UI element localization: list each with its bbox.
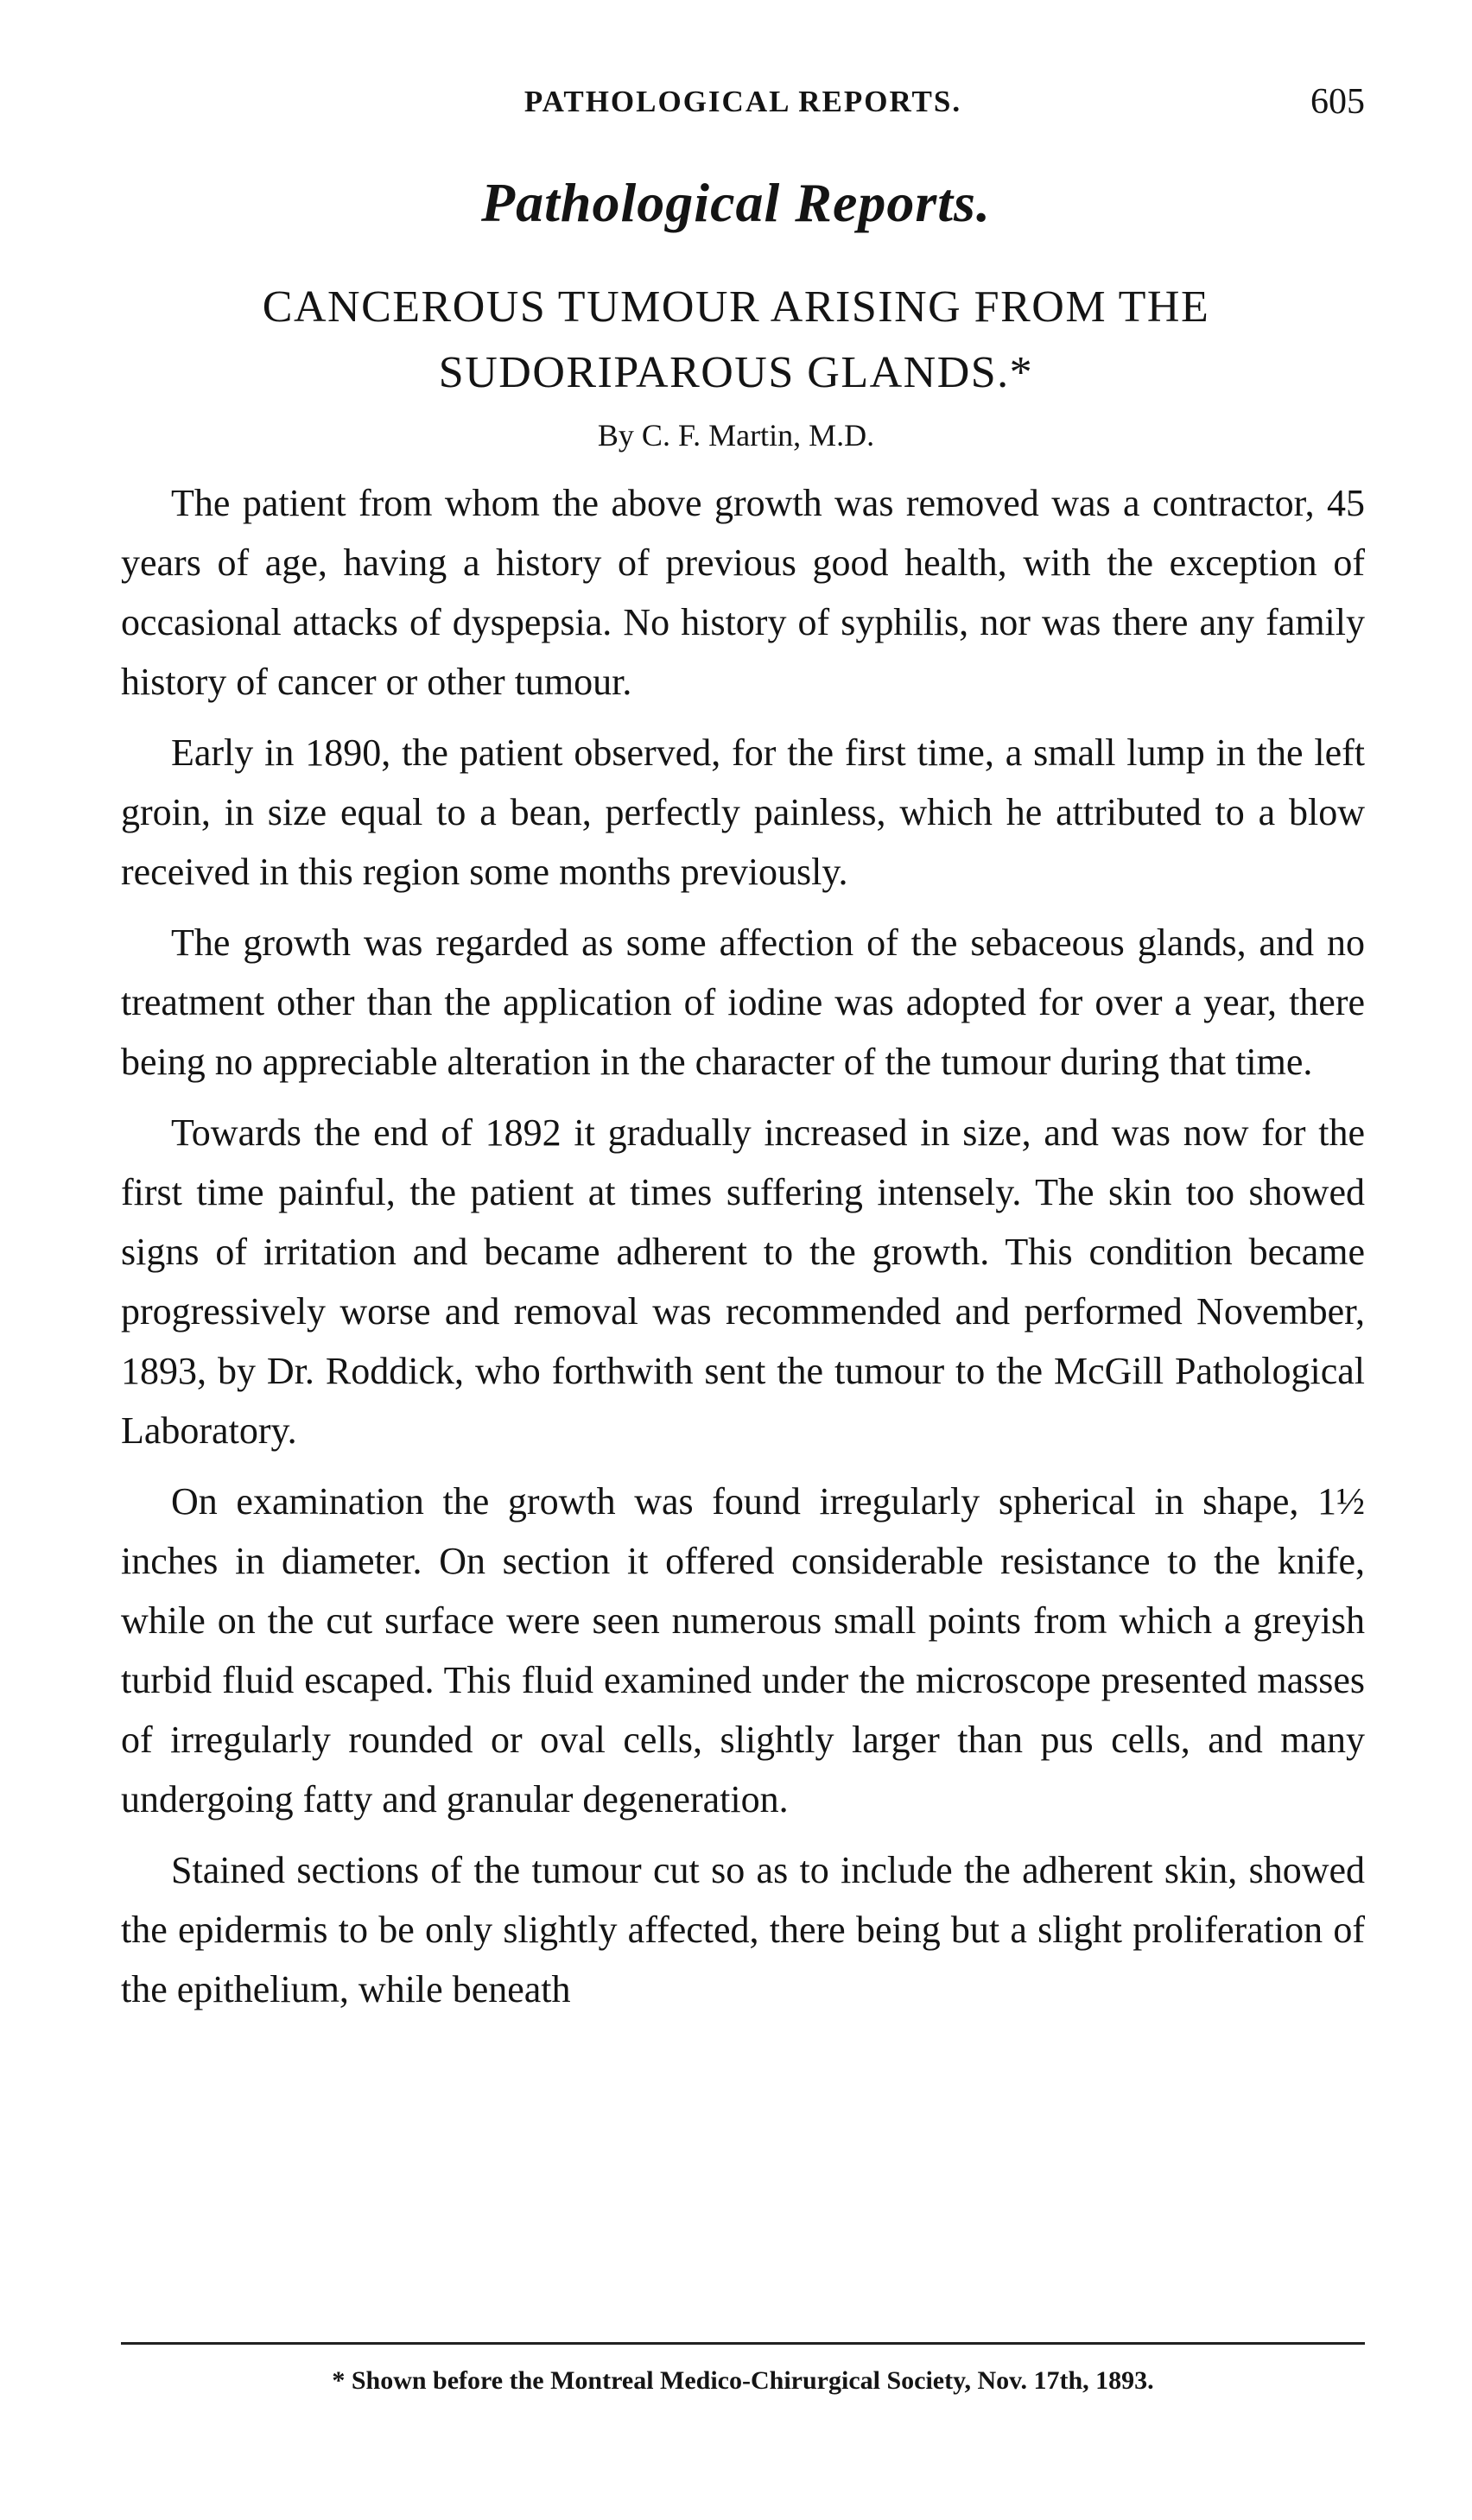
footnote: * Shown before the Montreal Medico-Chirurgical Society, Nov. 17th, 1893.	[332, 2366, 1154, 2395]
page-number: 605	[1310, 82, 1365, 122]
section-heading: Pathological Reports.	[481, 172, 991, 233]
article-title	[0, 275, 1472, 406]
running-head	[121, 82, 1365, 128]
paragraph-progression-removal: Towards the end of 1892 it gradually increased in size, and was now for the first time painful, the patient at times suffering intensely. The skin too showed signs of irritation and became adherent to the growth. This condition became progressively worse and removal was recommended and performed November, 1893, by Dr. Roddick, who forthwith sent the tumour to the McGill Pathological Laboratory.	[121, 1111, 1365, 1452]
paragraph-patient-history: The patient from whom the above growth was removed was a contractor, 45 years of age, having a history of previous good health, with the exception of occasional attacks of dyspepsia. No history of syphilis, nor was there any family history of cancer or other tumour.	[121, 482, 1365, 703]
article-title-line-1: CANCEROUS TUMOUR ARISING FROM THE	[262, 282, 1210, 332]
byline: By C. F. Martin, M.D.	[597, 418, 875, 453]
article-title-line-2: SUDORIPAROUS GLANDS.*	[438, 348, 1034, 397]
running-title: PATHOLOGICAL REPORTS.	[523, 85, 962, 118]
article-body	[121, 473, 1365, 2030]
paragraph-onset: Early in 1890, the patient observed, for the first time, a small lump in the left groin, in size equal to a bean, perfectly painless, which he attributed to a blow received in this region some months previously.	[121, 731, 1365, 893]
footnote-divider	[121, 2342, 1365, 2345]
paragraph-stained-sections: Stained sections of the tumour cut so as to include the adherent skin, showed the epidermis to be only slightly affected, there being but a slight proliferation of the epithelium, while beneath	[121, 1849, 1365, 2010]
paragraph-examination: On examination the growth was found irregularly spherical in shape, 1½ inches in diameter. On section it offered considerable resistance to the knife, while on the cut surface were seen numerous small points from which a greyish turbid fluid escaped. This fluid examined under the microscope presented masses of irregularly rounded or oval cells, slightly larger than pus cells, and many undergoing fatty and granular degeneration.	[121, 1480, 1365, 1820]
paragraph-initial-treatment: The growth was regarded as some affection of the sebaceous glands, and no treatment other than the application of iodine was adopted for over a year, there being no appreciable alteration in the character of the tumour during that time.	[121, 921, 1365, 1083]
